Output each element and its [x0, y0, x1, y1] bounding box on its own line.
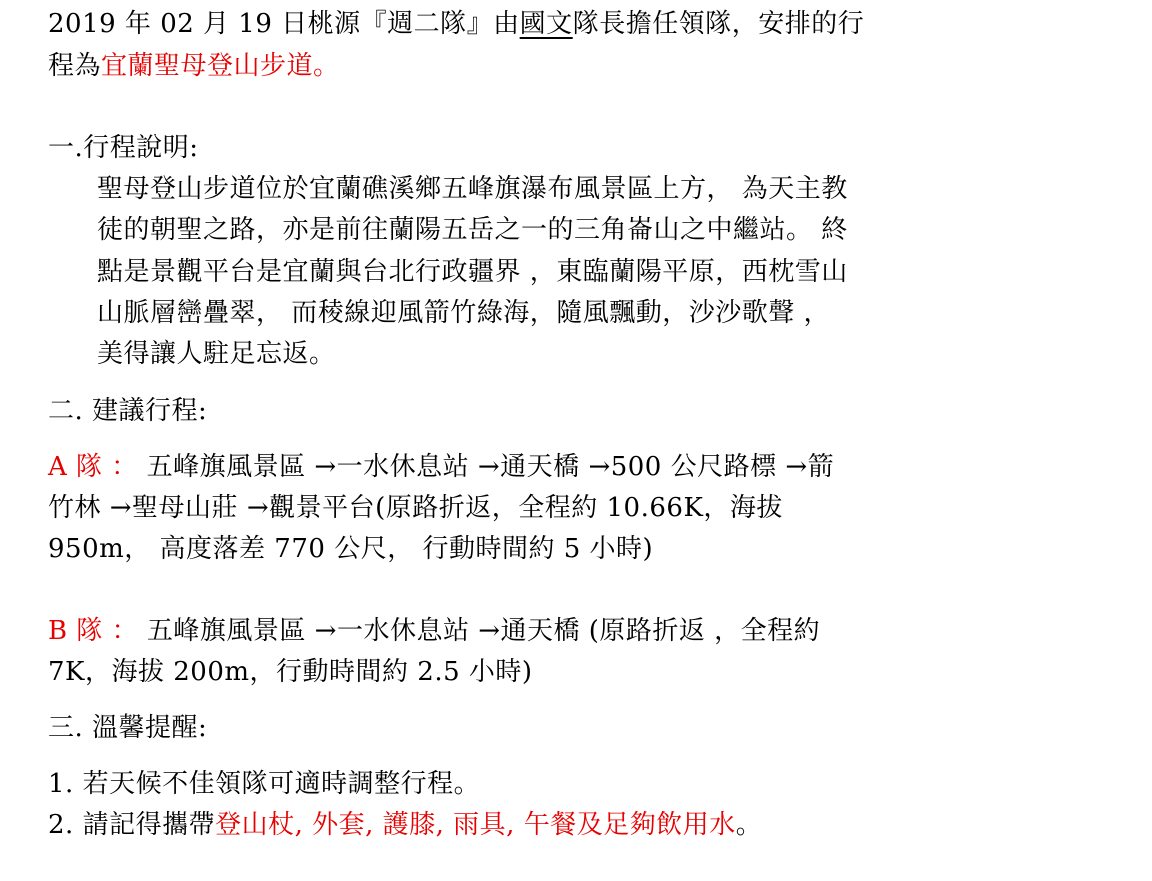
- section1-paragraph-line: 山脈層巒疊翠， 而稜線迎風箭竹綠海，隨風飄動，沙沙歌聲 ，: [97, 298, 831, 328]
- team-b-line-2: 7K，海拔 200m，行動時間約 2.5 小時): [48, 657, 533, 687]
- section1-paragraph-line: 徒的朝聖之路，亦是前往蘭陽五岳之一的三角崙山之中繼站。 終: [97, 215, 848, 245]
- team-a-line-1: [48, 448, 834, 486]
- leader-name: 國文: [519, 9, 573, 39]
- route-name: 宜蘭聖母登山步道。: [101, 51, 340, 81]
- intro-text: 2019 年 02 月 19 日桃源『週二隊』由: [48, 9, 520, 39]
- team-a-line-2: 竹林 →聖母山莊 →觀景平台(原路折返，全程約 10.66K，海拔: [48, 493, 783, 523]
- section3-heading: 三. 溫馨提醒:: [48, 713, 208, 743]
- reminder-text: 。: [735, 810, 763, 840]
- reminder-item-1: 1. 若天候不佳領隊可適時調整行程。: [48, 769, 481, 799]
- team-b-line-1: [48, 612, 820, 650]
- team-a-label: A 隊 ：: [48, 452, 138, 482]
- gear-list: 登山杖, 外套, 護膝, 雨具, 午餐及足夠飲用水: [215, 810, 736, 840]
- section1-paragraph-line: 聖母登山步道位於宜蘭礁溪鄉五峰旗瀑布風景區上方， 為天主教: [97, 174, 848, 204]
- team-a-line-3: 950m， 高度落差 770 公尺， 行動時間約 5 小時): [48, 534, 654, 564]
- intro-line-1: [48, 5, 864, 43]
- team-b-label: B 隊 ：: [48, 616, 139, 646]
- section1-paragraph-line: 美得讓人駐足忘返。: [97, 339, 336, 369]
- section2-heading: 二. 建議行程:: [48, 396, 208, 426]
- reminder-text: 2. 請記得攜帶: [48, 810, 216, 840]
- intro-line-2: [48, 47, 340, 85]
- intro-text: 程為: [48, 51, 102, 81]
- team-a-route: 五峰旗風景區 →一水休息站 →通天橋 →500 公尺路標 →箭: [137, 452, 835, 482]
- section1-heading: 一.行程說明:: [48, 133, 199, 163]
- reminder-item-2: [48, 806, 762, 844]
- intro-text: 隊長擔任領隊，安排的行: [572, 9, 865, 39]
- team-b-route: 五峰旗風景區 →一水休息站 →通天橋 (原路折返 ，全程約: [138, 616, 821, 646]
- section1-paragraph-line: 點是景觀平台是宜蘭與台北行政疆界 ，東臨蘭陽平原，西枕雪山: [97, 257, 848, 287]
